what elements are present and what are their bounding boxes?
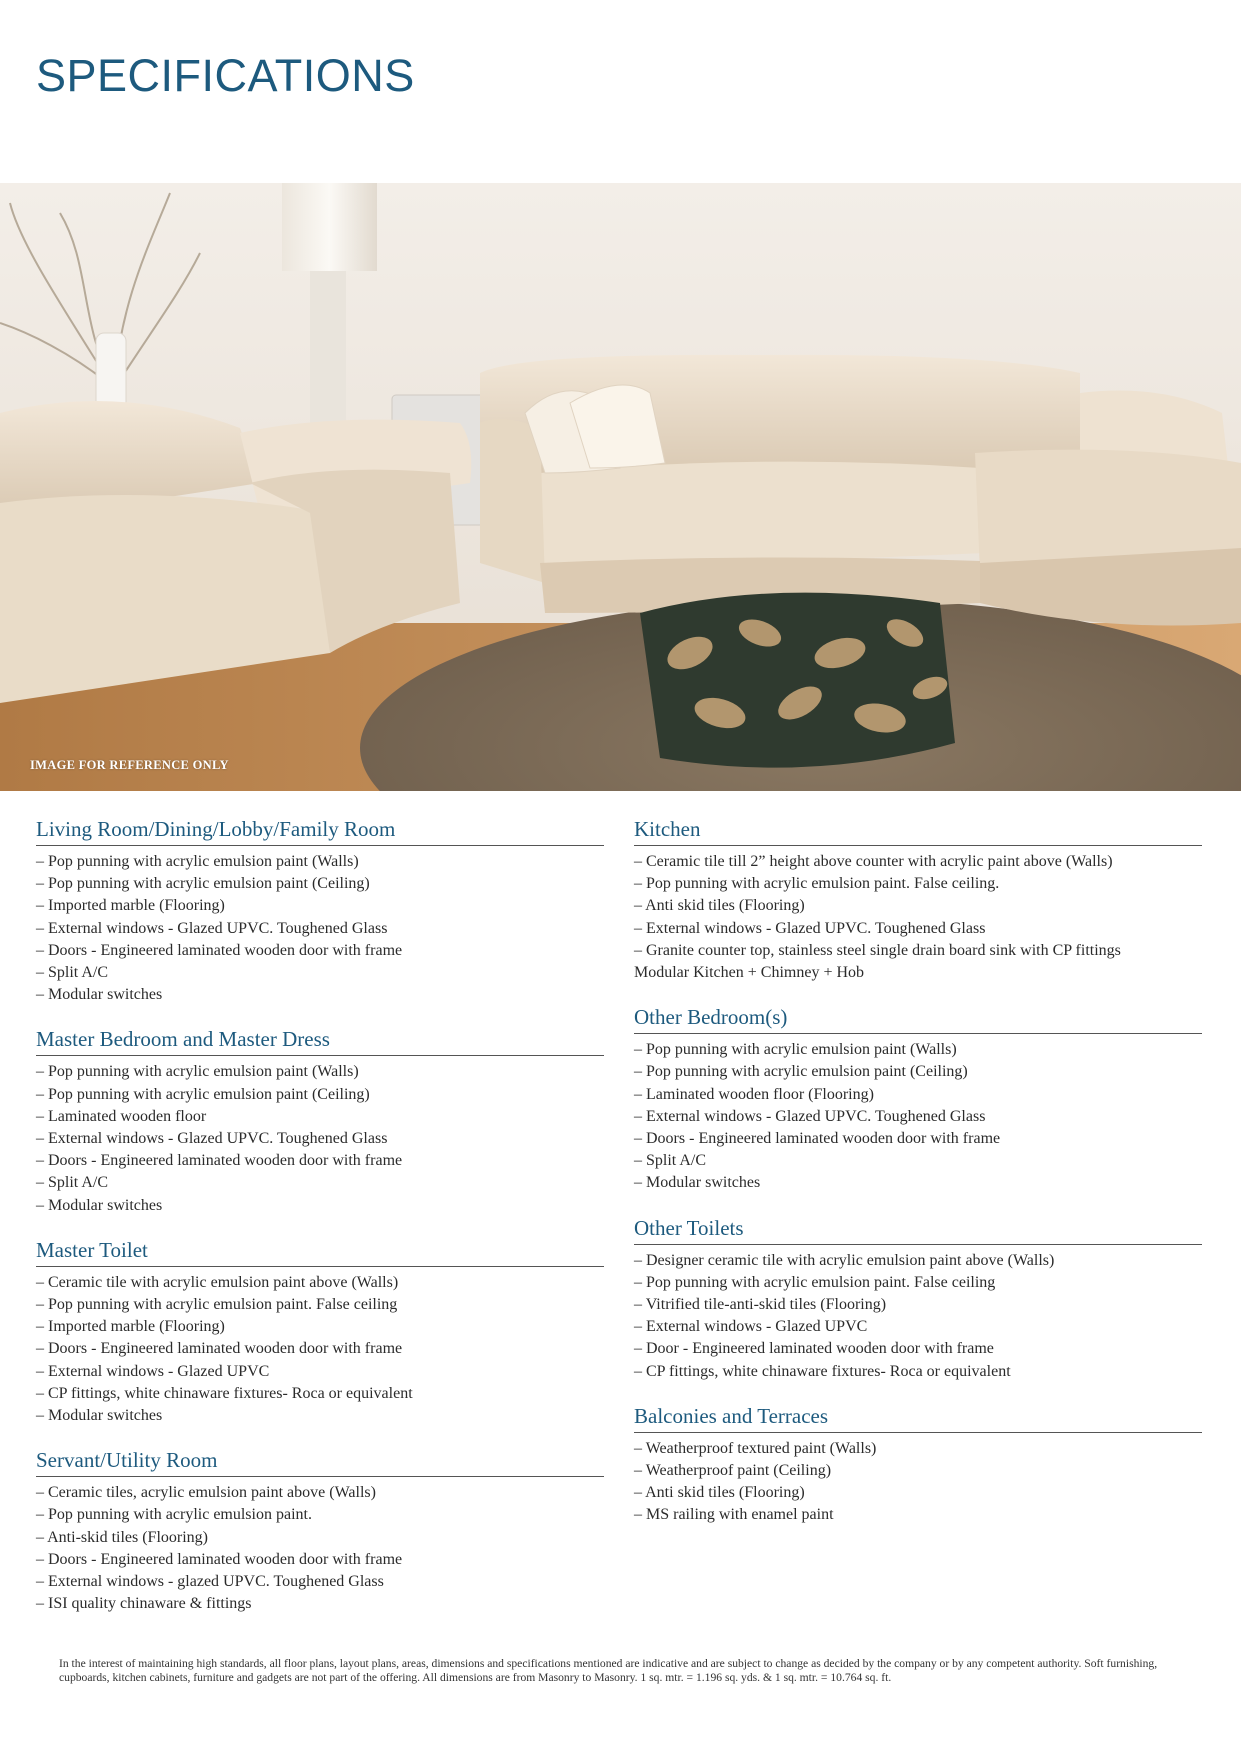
spec-item: – Ceramic tiles, acrylic emulsion paint above (Walls) (36, 1484, 376, 1502)
spec-item: – Doors - Engineered laminated wooden door with frame (36, 1340, 403, 1358)
spec-section-living-room-dining-lobby-family-room (36, 817, 604, 1006)
spec-item: – Vitrified tile-anti-skid tiles (Flooring) (634, 1296, 887, 1314)
spec-item: – Doors - Engineered laminated wooden door with frame (36, 941, 403, 959)
spec-item: – External windows - Glazed UPVC (36, 1362, 270, 1380)
spec-item: – Pop punning with acrylic emulsion paint. False ceiling (634, 1273, 996, 1291)
spec-item: – Doors - Engineered laminated wooden door with frame (36, 1550, 403, 1568)
spec-item: – Pop punning with acrylic emulsion paint. False ceiling (36, 1296, 398, 1314)
page-title: SPECIFICATIONS (36, 50, 415, 101)
specs-column-left (36, 817, 604, 1636)
spec-item: – Pop punning with acrylic emulsion paint (Ceiling) (36, 1085, 370, 1103)
spec-item: – External windows - Glazed UPVC. Toughened Glass (36, 919, 388, 937)
spec-item: – Anti skid tiles (Flooring) (634, 897, 805, 915)
spec-item: – Doors - Engineered laminated wooden door with frame (36, 1152, 403, 1170)
spec-item: – Pop punning with acrylic emulsion paint (Walls) (36, 1063, 359, 1081)
spec-section-title: Living Room/Dining/Lobby/Family Room (36, 817, 604, 846)
spec-item: – Anti skid tiles (Flooring) (634, 1484, 805, 1502)
spec-section-servant-utility-room (36, 1448, 604, 1615)
spec-item: – External windows - Glazed UPVC. Toughened Glass (634, 919, 986, 937)
spec-section-title: Other Bedroom(s) (634, 1005, 1202, 1034)
spec-item: – Modular switches (36, 1196, 163, 1214)
spec-section-balconies-and-terraces (634, 1404, 1202, 1527)
spec-item: – Pop punning with acrylic emulsion paint. False ceiling. (634, 875, 1000, 893)
spec-item: – External windows - glazed UPVC. Toughened Glass (36, 1573, 384, 1591)
spec-item: – Pop punning with acrylic emulsion paint (Ceiling) (36, 875, 370, 893)
spec-item: – CP fittings, white chinaware fixtures- Roca or equivalent (36, 1384, 413, 1402)
spec-item: – Split A/C (634, 1152, 707, 1170)
spec-item: – Granite counter top, stainless steel single drain board sink with CP fittings Modular Kitchen + Chimney + Hob (634, 941, 1121, 982)
spec-section-master-toilet (36, 1238, 604, 1427)
spec-item: – Pop punning with acrylic emulsion paint (Walls) (36, 853, 359, 870)
living-room-illustration (0, 183, 1241, 791)
spec-item: – MS railing with enamel paint (634, 1506, 834, 1524)
spec-item: – Laminated wooden floor (Flooring) (634, 1085, 874, 1103)
disclaimer-footnote: In the interest of maintaining high standards, all floor plans, layout plans, areas, dimensions and specifications mentioned are indicative and are subject to change as decided by the company or by any competent authority. Soft furnishing, cupboards, kitchen cabinets, furniture and gadgets are not part of the offering. All dimensions are from Masonry to Masonry. 1 sq. mtr. = 1.196 sq. yds. & 1 sq. mtr. = 10.764 sq. ft. (59, 1657, 1158, 1684)
spec-list (36, 1482, 604, 1615)
spec-item: – Ceramic tile till 2” height above counter with acrylic paint above (Walls) (634, 853, 1113, 870)
spec-item: – External windows - Glazed UPVC. Toughened Glass (36, 1130, 388, 1148)
spec-section-title: Master Bedroom and Master Dress (36, 1027, 604, 1056)
spec-item: – Pop punning with acrylic emulsion paint. (36, 1506, 312, 1524)
spec-item: – Anti-skid tiles (Flooring) (36, 1528, 208, 1546)
spec-section-master-bedroom-and-master-dress (36, 1027, 604, 1216)
spec-section-kitchen (634, 817, 1202, 984)
spec-item: – Split A/C (36, 1174, 109, 1192)
spec-list (36, 851, 604, 1006)
spec-list (634, 1438, 1202, 1527)
spec-list (634, 1039, 1202, 1194)
spec-item: – Laminated wooden floor (36, 1107, 207, 1125)
spec-section-title: Balconies and Terraces (634, 1404, 1202, 1433)
spec-item: – Imported marble (Flooring) (36, 1318, 225, 1336)
spec-item: – CP fittings, white chinaware fixtures- Roca or equivalent (634, 1362, 1011, 1380)
spec-section-title: Kitchen (634, 817, 1202, 846)
spec-list (36, 1061, 604, 1216)
spec-item: – Pop punning with acrylic emulsion paint (Walls) (634, 1041, 957, 1059)
spec-item: – Door - Engineered laminated wooden door with frame (634, 1340, 994, 1358)
spec-item: – Split A/C (36, 964, 109, 982)
spec-item: – Imported marble (Flooring) (36, 897, 225, 915)
spec-section-other-bedroom-s (634, 1005, 1202, 1194)
image-caption: IMAGE FOR REFERENCE ONLY (30, 758, 229, 772)
spec-item: – Modular switches (36, 1407, 163, 1425)
spec-item: – Weatherproof paint (Ceiling) (634, 1462, 832, 1480)
spec-item: – Doors - Engineered laminated wooden door with frame (634, 1130, 1001, 1148)
spec-item: – ISI quality chinaware & fittings (36, 1595, 252, 1613)
spec-section-title: Servant/Utility Room (36, 1448, 604, 1477)
spec-list (36, 1272, 604, 1427)
spec-item: – Designer ceramic tile with acrylic emulsion paint above (Walls) (634, 1251, 1055, 1269)
spec-item: – Pop punning with acrylic emulsion paint (Ceiling) (634, 1063, 968, 1081)
spec-list (634, 1250, 1202, 1383)
spec-section-title: Master Toilet (36, 1238, 604, 1267)
spec-list (634, 851, 1202, 984)
spec-item: – Modular switches (36, 986, 163, 1004)
specs-column-right (634, 817, 1202, 1548)
spec-item: – Ceramic tile with acrylic emulsion paint above (Walls) (36, 1273, 399, 1291)
spec-item: – External windows - Glazed UPVC. Toughened Glass (634, 1107, 986, 1125)
spec-item: – Weatherproof textured paint (Walls) (634, 1439, 877, 1457)
living-room-photo (0, 183, 1241, 791)
spec-item: – Modular switches (634, 1174, 761, 1192)
spec-section-other-toilets (634, 1216, 1202, 1383)
spec-item: – External windows - Glazed UPVC (634, 1318, 868, 1336)
spec-section-title: Other Toilets (634, 1216, 1202, 1245)
